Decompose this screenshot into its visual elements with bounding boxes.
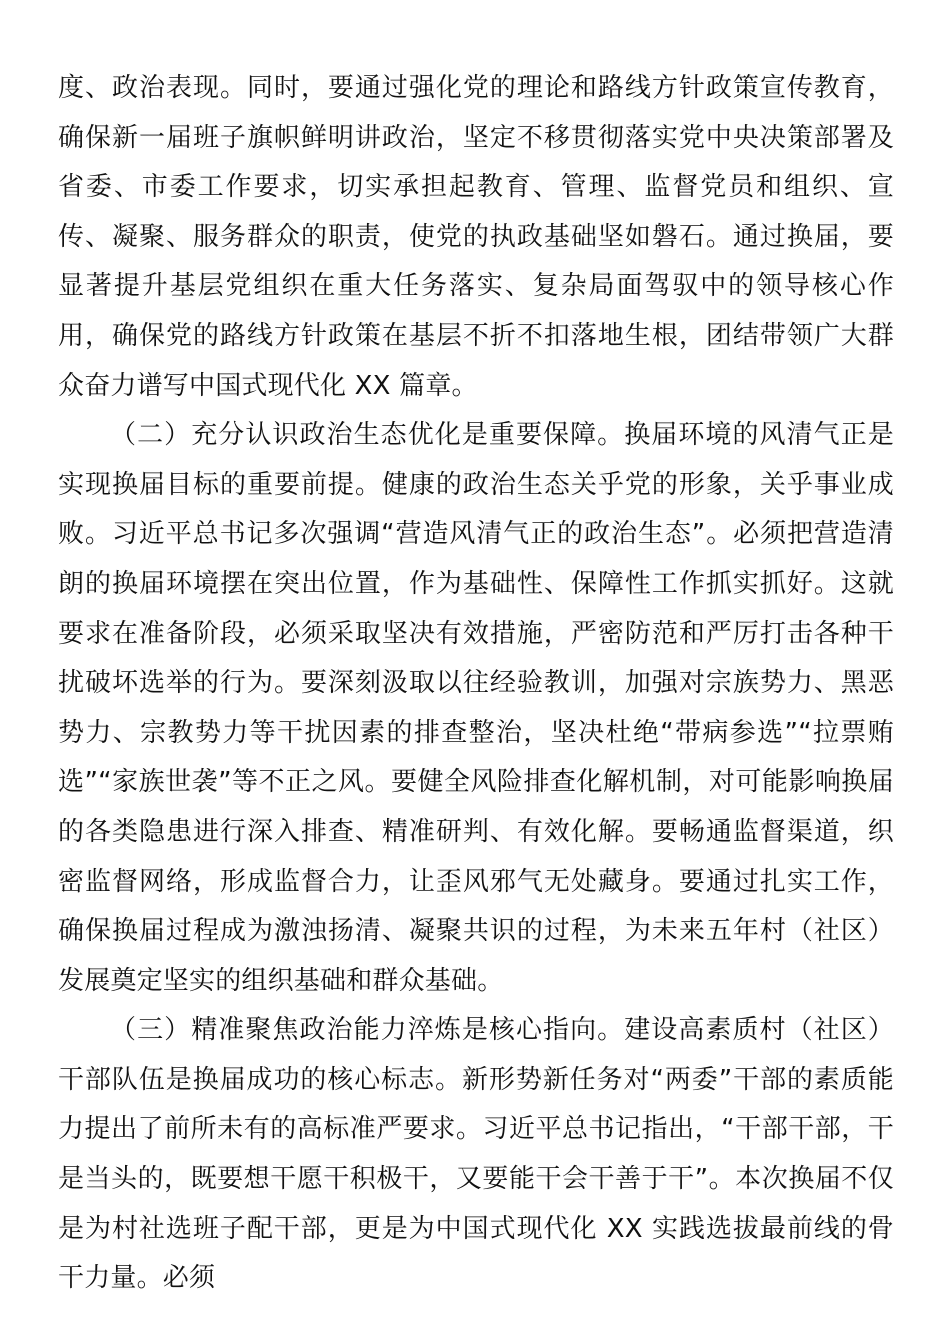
paragraph-3: （三）精准聚焦政治能力淬炼是核心指向。建设高素质村（社区）干部队伍是换届成功的核心标志。新形势新任务对“两委”干部的素质能力提出了前所未有的高标准严要求。习近平总书记指出，“干部干部，干是当头的，既要想干愿干积极干，又要能干会干善于干”。本次换届不仅是为村社选班子配干部，更是为中国式现代化 XX 实践选拔最前线的骨干力量。必须 <box>58 1015 894 1294</box>
paragraph-1: 度、政治表现。同时，要通过强化党的理论和路线方针政策宣传教育，确保新一届班子旗帜鲜明讲政治，坚定不移贯彻落实党中央决策部署及省委、市委工作要求，切实承担起教育、管理、监督党员和组织、宣传、凝聚、服务群众的职责，使党的执政基础坚如磐石。通过换届，要显著提升基层党组织在重大任务落实、复杂局面驾驭中的领导核心作用，确保党的路线方针政策在基层不折不扣落地生根，团结带领广大群众奋力谱写中国式现代化 XX 篇章。 <box>58 73 894 401</box>
paragraph-2: （二）充分认识政治生态优化是重要保障。换届环境的风清气正是实现换届目标的重要前提。健康的政治生态关乎党的形象，关乎事业成败。习近平总书记多次强调“营造风清气正的政治生态”。必须把营造清朗的换届环境摆在突出位置，作为基础性、保障性工作抓实抓好。这就要求在准备阶段，必须采取坚决有效措施，严密防范和严厉打击各种干扰破坏选举的行为。要深刻汲取以往经验教训，加强对宗族势力、黑恶势力、宗教势力等干扰因素的排查整治，坚决杜绝“带病参选”“拉票贿选”“家族世袭”等不正之风。要健全风险排查化解机制，对可能影响换届的各类隐患进行深入排查、精准研判、有效化解。要畅通监督渠道，织密监督网络，形成监督合力，让歪风邪气无处藏身。要通过扎实工作，确保换届过程成为激浊扬清、凝聚共识的过程，为未来五年村（社区）发展奠定坚实的组织基础和群众基础。 <box>58 420 894 996</box>
document-body <box>58 64 894 1304</box>
